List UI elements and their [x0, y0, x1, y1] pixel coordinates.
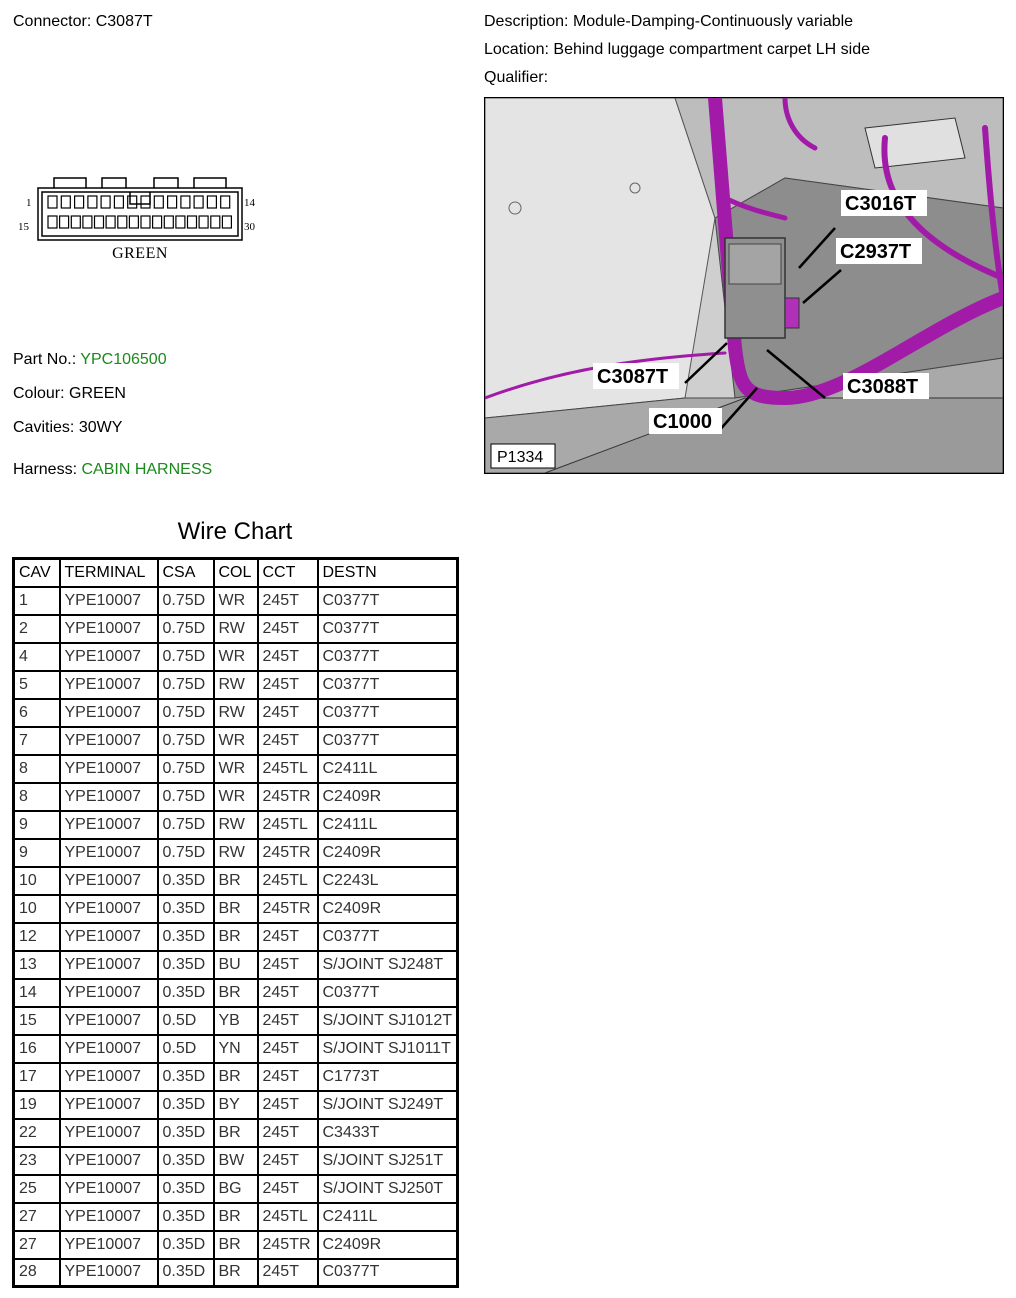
column-header: COL — [214, 559, 258, 587]
table-cell: 19 — [14, 1091, 60, 1119]
table-cell: 0.5D — [158, 1035, 214, 1063]
table-cell: C1773T — [318, 1063, 458, 1091]
table-cell: C2411L — [318, 1203, 458, 1231]
location-field — [484, 41, 870, 59]
table-cell: C0377T — [318, 671, 458, 699]
location-value: Behind luggage compartment carpet LH side — [553, 41, 871, 58]
table-row — [14, 1091, 458, 1119]
colour-field — [13, 385, 126, 403]
table-cell: 10 — [14, 867, 60, 895]
connector-pin-top — [61, 196, 70, 208]
table-cell: 12 — [14, 923, 60, 951]
connector-color-caption: GREEN — [112, 245, 168, 262]
table-cell: BR — [214, 1259, 258, 1287]
column-header: CCT — [258, 559, 318, 587]
colour-value: GREEN — [69, 385, 126, 402]
table-cell: 8 — [14, 755, 60, 783]
wire-chart-title: Wire Chart — [177, 518, 293, 545]
table-cell: YPE10007 — [60, 923, 158, 951]
location-illustration — [485, 98, 1003, 473]
callout-label: C3016T — [845, 193, 917, 215]
table-cell: YPE10007 — [60, 951, 158, 979]
table-row — [14, 867, 458, 895]
harness-value[interactable]: CABIN HARNESS — [81, 461, 213, 478]
table-cell: 245T — [258, 727, 318, 755]
table-cell: C0377T — [318, 643, 458, 671]
table-row — [14, 895, 458, 923]
connector-pin-top — [75, 196, 84, 208]
table-cell: BR — [214, 1063, 258, 1091]
connector-pin-bottom — [71, 216, 80, 228]
table-row — [14, 979, 458, 1007]
table-cell: 245T — [258, 1259, 318, 1287]
table-cell: 245TR — [258, 783, 318, 811]
table-cell: YPE10007 — [60, 979, 158, 1007]
table-row — [14, 727, 458, 755]
column-header: DESTN — [318, 559, 458, 587]
pin-label-1: 1 — [26, 197, 32, 209]
table-cell: BU — [214, 951, 258, 979]
table-cell: YPE10007 — [60, 895, 158, 923]
connector-value: C3087T — [95, 13, 153, 30]
table-cell: BR — [214, 895, 258, 923]
table-cell: 245T — [258, 1063, 318, 1091]
connector-pin-top — [88, 196, 97, 208]
table-cell: C0377T — [318, 923, 458, 951]
wire-chart-header-row — [14, 559, 458, 587]
table-row — [14, 951, 458, 979]
table-cell: 15 — [14, 1007, 60, 1035]
table-cell: 0.35D — [158, 1259, 214, 1287]
table-cell: YPE10007 — [60, 755, 158, 783]
table-cell: 9 — [14, 839, 60, 867]
column-header: CAV — [14, 559, 60, 587]
connector-pin-bottom — [153, 216, 162, 228]
table-cell: S/JOINT SJ1012T — [318, 1007, 458, 1035]
table-cell: 7 — [14, 727, 60, 755]
table-cell: S/JOINT SJ250T — [318, 1175, 458, 1203]
table-cell: 245T — [258, 671, 318, 699]
table-cell: RW — [214, 839, 258, 867]
table-cell: 0.75D — [158, 811, 214, 839]
table-cell: 0.75D — [158, 839, 214, 867]
table-cell: 0.75D — [158, 755, 214, 783]
harness-field — [13, 461, 212, 479]
table-cell: 245T — [258, 923, 318, 951]
table-row — [14, 923, 458, 951]
table-cell: WR — [214, 727, 258, 755]
column-header: CSA — [158, 559, 214, 587]
table-cell: RW — [214, 699, 258, 727]
table-cell: 4 — [14, 643, 60, 671]
table-row — [14, 1063, 458, 1091]
table-cell: 245T — [258, 1119, 318, 1147]
table-cell: 245T — [258, 699, 318, 727]
table-cell: 0.35D — [158, 951, 214, 979]
table-cell: 245T — [258, 1035, 318, 1063]
table-cell: 245TR — [258, 895, 318, 923]
table-cell: 0.75D — [158, 699, 214, 727]
table-cell: WR — [214, 643, 258, 671]
table-cell: 27 — [14, 1203, 60, 1231]
table-cell: 0.35D — [158, 1175, 214, 1203]
table-cell: 245T — [258, 615, 318, 643]
connector-pin-bottom — [83, 216, 92, 228]
connector-pin-bottom — [48, 216, 57, 228]
table-cell: BG — [214, 1175, 258, 1203]
qualifier-label: Qualifier: — [484, 69, 549, 86]
connector-pin-top — [221, 196, 230, 208]
table-cell: S/JOINT SJ1011T — [318, 1035, 458, 1063]
table-cell: YPE10007 — [60, 839, 158, 867]
table-cell: 13 — [14, 951, 60, 979]
table-cell: YPE10007 — [60, 1147, 158, 1175]
table-row — [14, 1203, 458, 1231]
connector-pin-bottom — [95, 216, 104, 228]
callout-label: C3087T — [597, 366, 669, 388]
table-cell: 0.75D — [158, 643, 214, 671]
table-cell: 22 — [14, 1119, 60, 1147]
pin-label-14: 14 — [244, 197, 255, 209]
table-cell: YPE10007 — [60, 1119, 158, 1147]
table-cell: RW — [214, 811, 258, 839]
table-cell: YPE10007 — [60, 727, 158, 755]
table-cell: 23 — [14, 1147, 60, 1175]
table-cell: 0.35D — [158, 1147, 214, 1175]
table-cell: 0.75D — [158, 615, 214, 643]
connector-pin-top — [141, 196, 150, 208]
table-cell: 14 — [14, 979, 60, 1007]
table-cell: YPE10007 — [60, 615, 158, 643]
table-row — [14, 1119, 458, 1147]
connector-face-diagram — [14, 168, 264, 268]
connector-pin-top — [48, 196, 57, 208]
table-cell: BY — [214, 1091, 258, 1119]
table-row — [14, 811, 458, 839]
table-row — [14, 783, 458, 811]
table-cell: 245TR — [258, 1231, 318, 1259]
table-cell: C2409R — [318, 839, 458, 867]
table-cell: C2411L — [318, 811, 458, 839]
connector-pin-bottom — [211, 216, 220, 228]
table-cell: BR — [214, 1119, 258, 1147]
location-photo — [484, 97, 1004, 474]
photo-id-box — [491, 444, 555, 468]
column-header: TERMINAL — [60, 559, 158, 587]
table-cell: 0.75D — [158, 727, 214, 755]
table-cell: 9 — [14, 811, 60, 839]
table-cell: RW — [214, 671, 258, 699]
connector-pin-bottom — [118, 216, 127, 228]
table-cell: YPE10007 — [60, 699, 158, 727]
table-row — [14, 643, 458, 671]
cavities-field — [13, 419, 122, 437]
connector-field — [13, 13, 153, 31]
table-cell: C2243L — [318, 867, 458, 895]
table-cell: 245T — [258, 951, 318, 979]
table-cell: 16 — [14, 1035, 60, 1063]
table-cell: C0377T — [318, 587, 458, 615]
table-cell: YPE10007 — [60, 587, 158, 615]
callout-label: C3088T — [847, 376, 919, 398]
table-cell: 0.75D — [158, 671, 214, 699]
connector-pin-top — [168, 196, 177, 208]
table-cell: BR — [214, 923, 258, 951]
table-row — [14, 615, 458, 643]
connector-pin-bottom — [106, 216, 115, 228]
table-cell: YPE10007 — [60, 1203, 158, 1231]
table-cell: 0.35D — [158, 1091, 214, 1119]
table-cell: 245TL — [258, 811, 318, 839]
table-cell: BW — [214, 1147, 258, 1175]
table-cell: C3433T — [318, 1119, 458, 1147]
location-label: Location: — [484, 41, 549, 58]
table-cell: 28 — [14, 1259, 60, 1287]
table-cell: 8 — [14, 783, 60, 811]
connector-pin-top — [207, 196, 216, 208]
table-cell: 1 — [14, 587, 60, 615]
table-cell: YPE10007 — [60, 671, 158, 699]
table-cell: 25 — [14, 1175, 60, 1203]
table-cell: 0.35D — [158, 1203, 214, 1231]
table-cell: 245T — [258, 979, 318, 1007]
connector-pin-top — [154, 196, 163, 208]
callout-label: C1000 — [653, 411, 712, 433]
table-cell: YPE10007 — [60, 1175, 158, 1203]
table-cell: WR — [214, 755, 258, 783]
table-cell: 0.35D — [158, 979, 214, 1007]
description-field — [484, 13, 853, 31]
table-row — [14, 1147, 458, 1175]
table-cell: 0.5D — [158, 1007, 214, 1035]
callout-label: C2937T — [840, 241, 912, 263]
table-cell: WR — [214, 587, 258, 615]
colour-label: Colour: — [13, 385, 65, 402]
table-row — [14, 839, 458, 867]
table-cell: S/JOINT SJ249T — [318, 1091, 458, 1119]
photo-id: P1334 — [497, 449, 544, 466]
table-cell: 0.35D — [158, 1119, 214, 1147]
table-cell: C2409R — [318, 895, 458, 923]
table-cell: 245T — [258, 1007, 318, 1035]
table-cell: S/JOINT SJ248T — [318, 951, 458, 979]
table-row — [14, 699, 458, 727]
table-cell: 245TR — [258, 839, 318, 867]
connector-pin-top — [128, 196, 137, 208]
table-cell: 0.35D — [158, 895, 214, 923]
table-cell: YPE10007 — [60, 1063, 158, 1091]
table-cell: 17 — [14, 1063, 60, 1091]
connector-pin-bottom — [222, 216, 231, 228]
table-cell: 245TL — [258, 755, 318, 783]
connector-pin-top — [114, 196, 123, 208]
table-cell: YN — [214, 1035, 258, 1063]
table-cell: YPE10007 — [60, 783, 158, 811]
cavities-label: Cavities: — [13, 419, 75, 436]
table-row — [14, 1035, 458, 1063]
table-cell: 0.35D — [158, 1231, 214, 1259]
table-cell: 245T — [258, 643, 318, 671]
table-cell: 5 — [14, 671, 60, 699]
table-row — [14, 1231, 458, 1259]
connector-pin-bottom — [199, 216, 208, 228]
table-cell: C0377T — [318, 615, 458, 643]
table-cell: C0377T — [318, 1259, 458, 1287]
table-cell: 2 — [14, 615, 60, 643]
table-cell: BR — [214, 1203, 258, 1231]
table-cell: 27 — [14, 1231, 60, 1259]
table-cell: S/JOINT SJ251T — [318, 1147, 458, 1175]
table-row — [14, 1007, 458, 1035]
table-cell: 0.35D — [158, 923, 214, 951]
table-row — [14, 587, 458, 615]
table-cell: RW — [214, 615, 258, 643]
table-cell: 0.75D — [158, 783, 214, 811]
connector-pin-top — [101, 196, 110, 208]
table-cell: C0377T — [318, 979, 458, 1007]
table-cell: BR — [214, 1231, 258, 1259]
table-row — [14, 1175, 458, 1203]
table-cell: 245TL — [258, 867, 318, 895]
connector-pin-top — [181, 196, 190, 208]
connector-label: Connector: — [13, 13, 92, 30]
table-cell: YPE10007 — [60, 867, 158, 895]
description-value: Module-Damping-Continuously variable — [572, 13, 854, 30]
table-cell: 245T — [258, 1091, 318, 1119]
connector-pin-bottom — [60, 216, 69, 228]
table-cell: YPE10007 — [60, 1259, 158, 1287]
table-cell: YPE10007 — [60, 1231, 158, 1259]
table-cell: C0377T — [318, 699, 458, 727]
part-no-value[interactable]: YPC106500 — [80, 351, 167, 368]
table-cell: 245TL — [258, 1203, 318, 1231]
table-cell: 245T — [258, 1175, 318, 1203]
table-row — [14, 671, 458, 699]
part-no-label: Part No.: — [13, 351, 77, 368]
table-cell: 0.35D — [158, 1063, 214, 1091]
table-cell: YPE10007 — [60, 643, 158, 671]
table-cell: YPE10007 — [60, 1091, 158, 1119]
part-no-field — [13, 351, 167, 369]
connector-pin-top — [194, 196, 203, 208]
table-cell: C2409R — [318, 1231, 458, 1259]
connector-pin-bottom — [141, 216, 150, 228]
qualifier-field — [484, 69, 548, 87]
table-cell: 245T — [258, 587, 318, 615]
table-cell: YPE10007 — [60, 1035, 158, 1063]
connector-pin-bottom — [176, 216, 185, 228]
table-cell: C2411L — [318, 755, 458, 783]
table-cell: BR — [214, 867, 258, 895]
connector-pin-bottom — [188, 216, 197, 228]
harness-label: Harness: — [13, 461, 78, 478]
description-label: Description: — [484, 13, 569, 30]
table-cell: C2409R — [318, 783, 458, 811]
connector-pin-bottom — [164, 216, 173, 228]
table-cell: BR — [214, 979, 258, 1007]
table-row — [14, 1259, 458, 1287]
connector-pin-bottom — [129, 216, 138, 228]
table-cell: 10 — [14, 895, 60, 923]
table-cell: C0377T — [318, 727, 458, 755]
table-cell: 6 — [14, 699, 60, 727]
table-cell: 0.75D — [158, 587, 214, 615]
table-row — [14, 755, 458, 783]
pin-label-15: 15 — [18, 221, 29, 233]
pin-label-30: 30 — [244, 221, 255, 233]
table-cell: 0.35D — [158, 867, 214, 895]
table-cell: 245T — [258, 1147, 318, 1175]
cavities-value: 30WY — [78, 419, 123, 436]
wire-chart-table — [12, 557, 459, 1288]
table-cell: YPE10007 — [60, 811, 158, 839]
table-cell: YPE10007 — [60, 1007, 158, 1035]
table-cell: WR — [214, 783, 258, 811]
table-cell: YB — [214, 1007, 258, 1035]
